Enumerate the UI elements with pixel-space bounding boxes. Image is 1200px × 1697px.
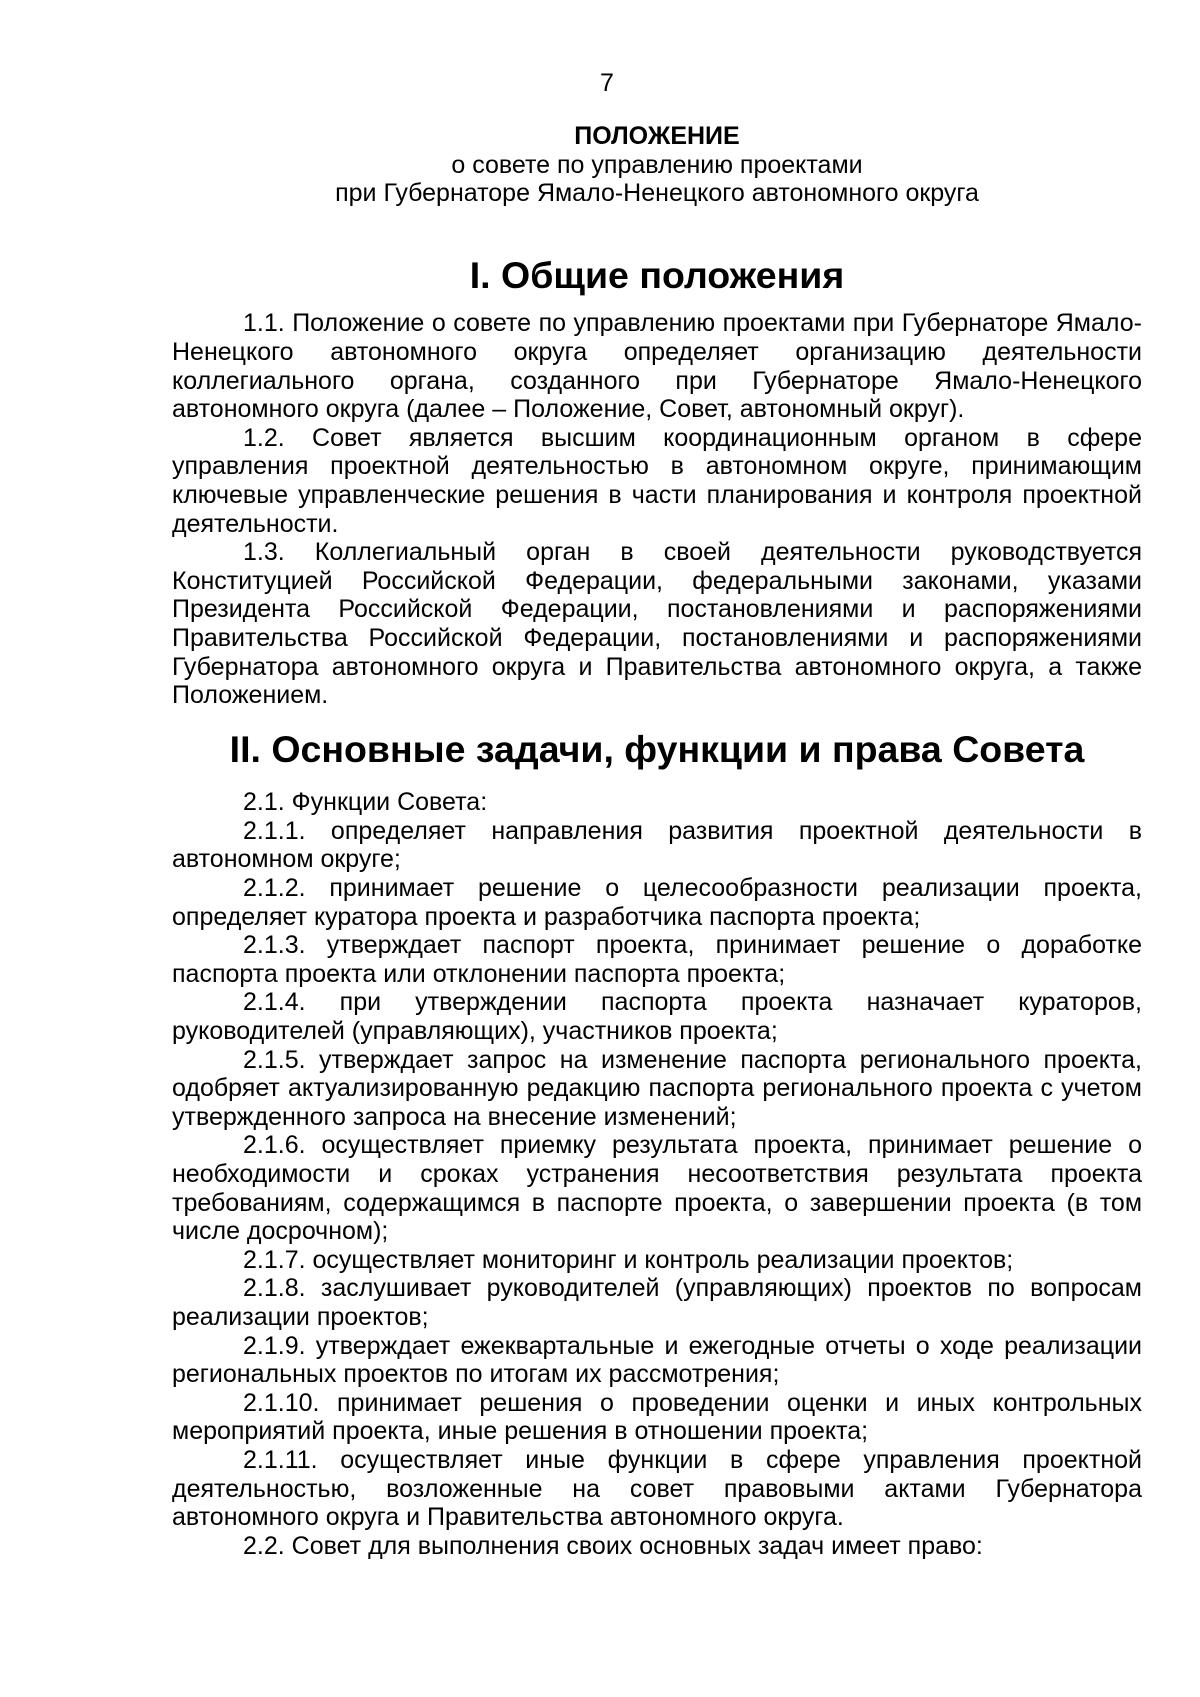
- paragraph-1-3: 1.3. Коллегиальный орган в своей деятельности руководствуется Конституцией Российской Федерации, федеральными законами, указами Президента Российской Федерации, постановлениями и распоряжениями Правительства Российской Федерации, постановлениями и распоряжениями Губернатора автономного округа и Правительства автономного округа, а также Положением.: [172, 538, 1142, 710]
- paragraph-2-2: 2.2. Совет для выполнения своих основных задач имеет право:: [243, 1531, 983, 1560]
- paragraph-2-1: 2.1. Функции Совета:: [243, 788, 488, 817]
- document-title: ПОЛОЖЕНИЕ: [574, 122, 740, 150]
- paragraph-2-1-7: 2.1.7. осуществляет мониторинг и контроль реализации проектов;: [243, 1245, 1014, 1274]
- paragraph-2-1-5: 2.1.5. утверждает запрос на изменение паспорта регионального проекта, одобряет актуализированную редакцию паспорта регионального проекта с учетом утвержденного запроса на внесение изменений;: [172, 1045, 1142, 1131]
- paragraph-2-1-6: 2.1.6. осуществляет приемку результата проекта, принимает решение о необходимости и сроках устранения несоответствия результата проекта требованиям, содержащимся в паспорте проекта, о завершении проекта (в том числе досрочном);: [172, 1131, 1142, 1246]
- section-heading-tasks: II. Основные задачи, функции и права Совета: [229, 727, 1085, 770]
- document-subtitle-line: о совете по управлению проектами: [451, 150, 863, 179]
- paragraph-2-1-11: 2.1.11. осуществляет иные функции в сфере управления проектной деятельностью, возложенные на совет правовыми актами Губернатора автономного округа и Правительства автономного округа.: [172, 1445, 1142, 1532]
- paragraph-2-1-10: 2.1.10. принимает решения о проведении оценки и иных контрольных мероприятий проекта, иные решения в отношении проекта;: [172, 1388, 1142, 1446]
- document-subtitle-line: при Губернаторе Ямало-Ненецкого автономного округа: [335, 179, 979, 208]
- paragraph-1-2: 1.2. Совет является высшим координационным органом в сфере управления проектной деятельностью в автономном округе, принимающим ключевые управленческие решения в части планирования и контроля проектной деятельности.: [172, 423, 1142, 538]
- page-number: 7: [600, 69, 614, 97]
- document-body: [172, 122, 1142, 1560]
- paragraph-2-1-2: 2.1.2. принимает решение о целесообразности реализации проекта, определяет куратора проекта и разработчика паспорта проекта;: [172, 874, 1142, 931]
- paragraph-2-1-1: 2.1.1. определяет направления развития проектной деятельности в автономном округе;: [172, 816, 1142, 874]
- paragraph-1-1: 1.1. Положение о совете по управлению проектами при Губернаторе Ямало-Ненецкого автономного округа определяет организацию деятельности коллегиального органа, созданного при Губернаторе Ямало-Ненецкого автономного округа (далее – Положение, Совет, автономный округ).: [172, 309, 1142, 424]
- paragraph-2-1-4: 2.1.4. при утверждении паспорта проекта назначает кураторов, руководителей (управляющих), участников проекта;: [172, 988, 1142, 1046]
- paragraph-2-1-8: 2.1.8. заслушивает руководителей (управляющих) проектов по вопросам реализации проектов;: [172, 1274, 1142, 1331]
- section-heading-general: I. Общие положения: [469, 253, 845, 296]
- paragraph-2-1-3: 2.1.3. утверждает паспорт проекта, принимает решение о доработке паспорта проекта или отклонении паспорта проекта;: [172, 931, 1142, 988]
- paragraph-2-1-9: 2.1.9. утверждает ежеквартальные и ежегодные отчеты о ходе реализации региональных проектов по итогам их рассмотрения;: [172, 1331, 1142, 1389]
